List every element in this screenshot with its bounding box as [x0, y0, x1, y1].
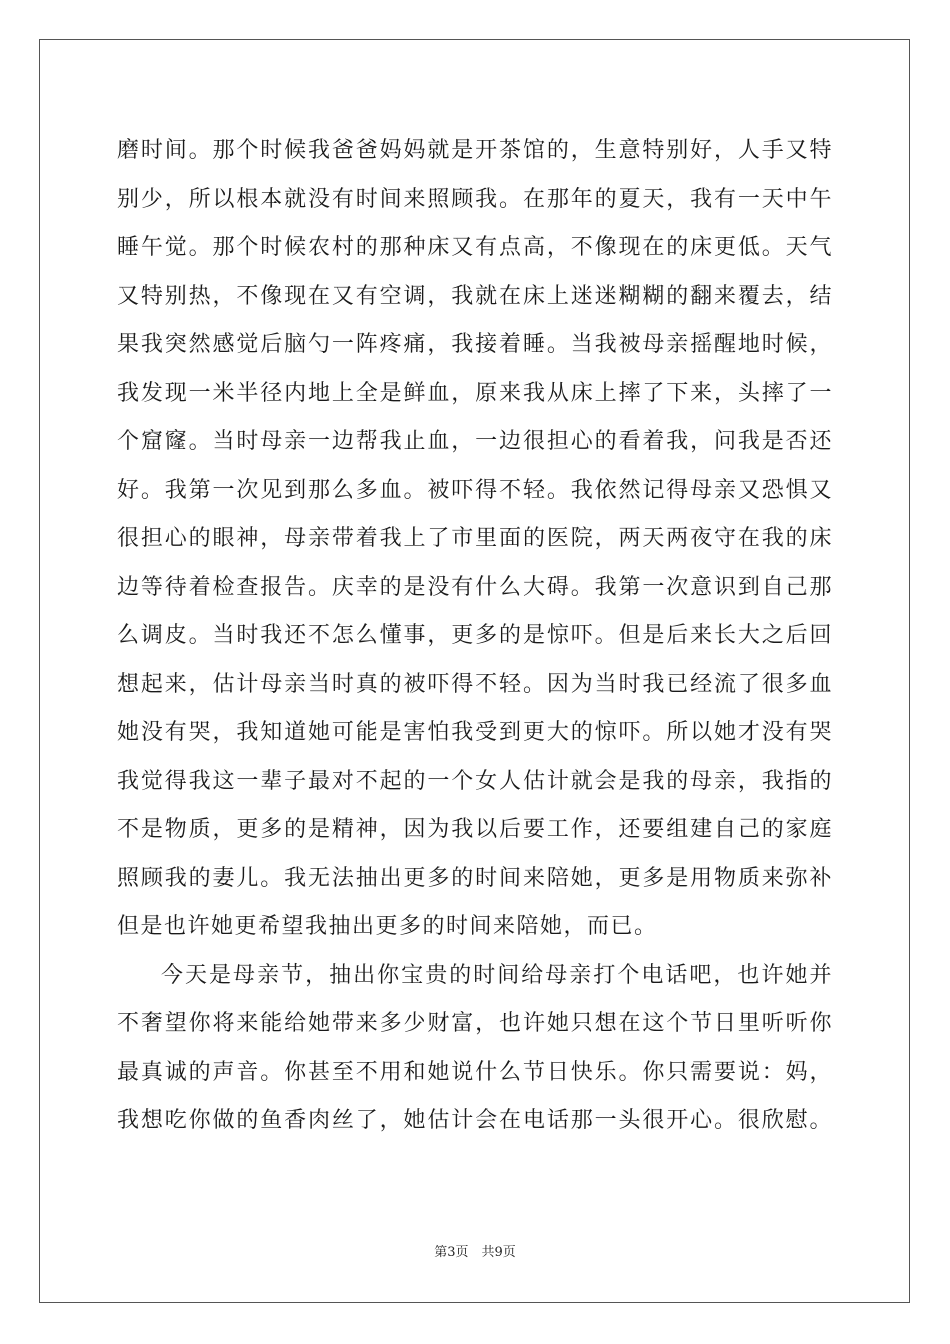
text-line: 今天是母亲节，抽出你宝贵的时间给母亲打个电话吧，也许她并	[161, 963, 833, 988]
text-line: 照顾我的妻儿。我无法抽出更多的时间来陪她，更多是用物质来弥补	[117, 866, 833, 891]
text-line: 睡午觉。那个时候农村的那种床又有点高，不像现在的床更低。天气	[117, 235, 833, 260]
text-line: 磨时间。那个时候我爸爸妈妈就是开茶馆的，生意特别好，人手又特	[117, 138, 833, 163]
page-number-footer: 第3页 共9页	[434, 1245, 516, 1260]
text-line: 不奢望你将来能给她带来多少财富，也许她只想在这个节日里听听你	[117, 1011, 833, 1036]
text-line: 边等待着检查报告。庆幸的是没有什么大碍。我第一次意识到自己那	[117, 575, 833, 600]
text-line: 果我突然感觉后脑勺一阵疼痛，我接着睡。当我被母亲摇醒地时候，	[117, 332, 833, 357]
text-line: 最真诚的声音。你甚至不用和她说什么节日快乐。你只需要说：妈，	[117, 1060, 833, 1085]
text-line: 好。我第一次见到那么多血。被吓得不轻。我依然记得母亲又恐惧又	[117, 478, 833, 503]
text-line: 想起来，估计母亲当时真的被吓得不轻。因为当时我已经流了很多血	[117, 672, 833, 697]
text-line: 我想吃你做的鱼香肉丝了，她估计会在电话那一头很开心。很欣慰。	[117, 1108, 833, 1133]
text-line: 又特别热，不像现在又有空调，我就在床上迷迷糊糊的翻来覆去，结	[117, 284, 833, 309]
text-line: 很担心的眼神，母亲带着我上了市里面的医院，两天两夜守在我的床	[117, 526, 833, 551]
text-line: 我发现一米半径内地上全是鲜血，原来我从床上摔了下来，头摔了一	[117, 381, 833, 406]
text-line: 别少，所以根本就没有时间来照顾我。在那年的夏天，我有一天中午	[117, 187, 833, 212]
text-line: 她没有哭，我知道她可能是害怕我受到更大的惊吓。所以她才没有哭	[117, 720, 833, 745]
text-line: 但是也许她更希望我抽出更多的时间来陪她，而已。	[117, 914, 658, 939]
text-line: 个窟窿。当时母亲一边帮我止血，一边很担心的看着我，问我是否还	[117, 429, 833, 454]
text-line: 不是物质，更多的是精神，因为我以后要工作，还要组建自己的家庭	[117, 817, 833, 842]
text-line: 我觉得我这一辈子最对不起的一个女人估计就会是我的母亲，我指的	[117, 769, 833, 794]
text-line: 么调皮。当时我还不怎么懂事，更多的是惊吓。但是后来长大之后回	[117, 623, 833, 648]
